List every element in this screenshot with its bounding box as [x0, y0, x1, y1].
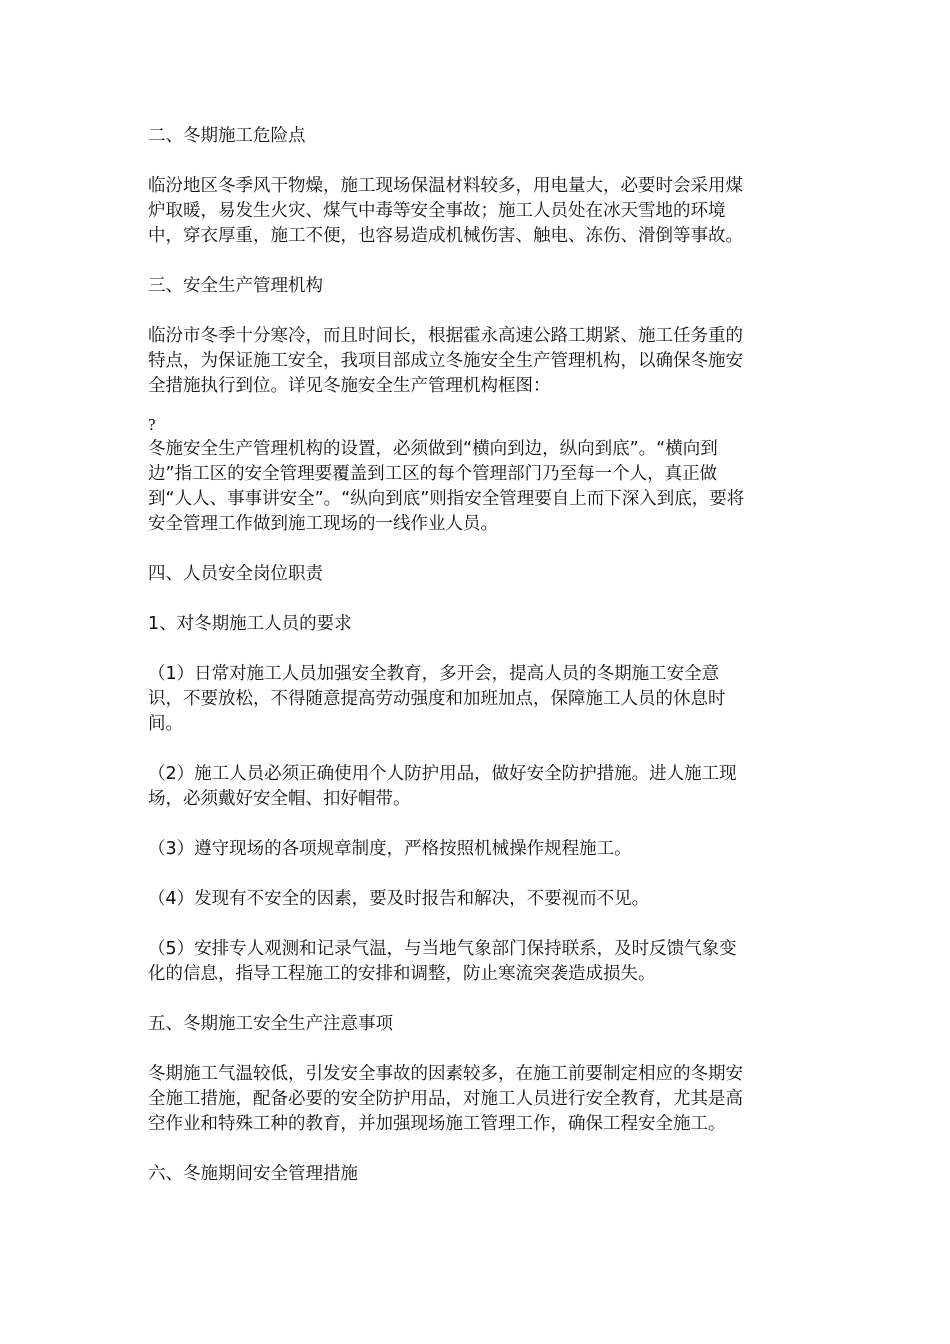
- text-line: 临汾市冬季十分寒冷，而且时间长，根据霍永高速公路工期紧、施工任务重的: [148, 326, 743, 346]
- text-line: 场，必须戴好安全帽、扣好帽带。: [148, 789, 411, 809]
- text-line: 化的信息，指导工程施工的安排和调整，防止寒流突袭造成损失。: [148, 964, 656, 984]
- document-body: [148, 124, 808, 1187]
- section-heading-2: 二、冬期施工危险点: [148, 126, 306, 146]
- section-heading-6: 六、冬施期间安全管理措施: [148, 1164, 358, 1184]
- section-heading-4: 四、人员安全岗位职责: [148, 564, 323, 584]
- paragraph-org-setup: [148, 437, 808, 537]
- text-line: 到“人人、事事讲安全”。“纵向到底”则指安全管理要自上而下深入到底，要将: [148, 489, 745, 509]
- section-heading-3: 三、安全生产管理机构: [148, 276, 323, 296]
- text-line: 中，穿衣厚重，施工不便，也容易造成机械伤害、触电、冻伤、滑倒等事故。: [148, 226, 743, 246]
- paragraph-danger-points: [148, 174, 808, 249]
- text-line: 冬期施工气温较低，引发安全事故的因素较多，在施工前要制定相应的冬期安: [148, 1064, 743, 1084]
- text-line: 边”指工区的安全管理要覆盖到工区的每个管理部门乃至每一个人，真正做: [148, 464, 718, 484]
- requirement-3: （3）遵守现场的各项规章制度，严格按照机械操作规程施工。: [148, 839, 632, 859]
- section-heading-5: 五、冬期施工安全生产注意事项: [148, 1014, 393, 1034]
- paragraph-org-structure: [148, 324, 808, 399]
- text-line: 特点，为保证施工安全，我项目部成立冬施安全生产管理机构，以确保冬施安: [148, 351, 743, 371]
- text-line: 空作业和特殊工种的教育，并加强现场施工管理工作，确保工程安全施工。: [148, 1114, 726, 1134]
- requirement-2: [148, 762, 808, 812]
- text-line: （1）日常对施工人员加强安全教育，多开会，提高人员的冬期施工安全意: [148, 664, 720, 684]
- requirement-1: [148, 662, 808, 737]
- requirement-4: （4）发现有不安全的因素，要及时报告和解决，不要视而不见。: [148, 889, 650, 909]
- text-line: 冬施安全生产管理机构的设置，必须做到“横向到边，纵向到底”。“横向到: [148, 439, 718, 459]
- subsection-heading-1: 1、对冬期施工人员的要求: [148, 614, 352, 634]
- text-line: （2）施工人员必须正确使用个人防护用品，做好安全防护措施。进人施工现: [148, 764, 737, 784]
- text-line: （5）安排专人观测和记录气温，与当地气象部门保持联系，及时反馈气象变: [148, 939, 737, 959]
- missing-image-placeholder: ?: [148, 415, 156, 434]
- requirement-5: [148, 937, 808, 987]
- text-line: 识，不要放松，不得随意提高劳动强度和加班加点，保障施工人员的休息时: [148, 689, 726, 709]
- text-line: 安全管理工作做到施工现场的一线作业人员。: [148, 514, 498, 534]
- text-line: 全措施执行到位。详见冬施安全生产管理机构框图：: [148, 376, 551, 396]
- text-line: 炉取暖，易发生火灾、煤气中毒等安全事故；施工人员处在冰天雪地的环境: [148, 201, 726, 221]
- text-line: 临汾地区冬季风干物燥，施工现场保温材料较多，用电量大，必要时会采用煤: [148, 176, 743, 196]
- text-line: 间。: [148, 714, 183, 734]
- paragraph-safety-notes: [148, 1062, 808, 1137]
- text-line: 全施工措施，配备必要的安全防护用品，对施工人员进行安全教育，尤其是高: [148, 1089, 743, 1109]
